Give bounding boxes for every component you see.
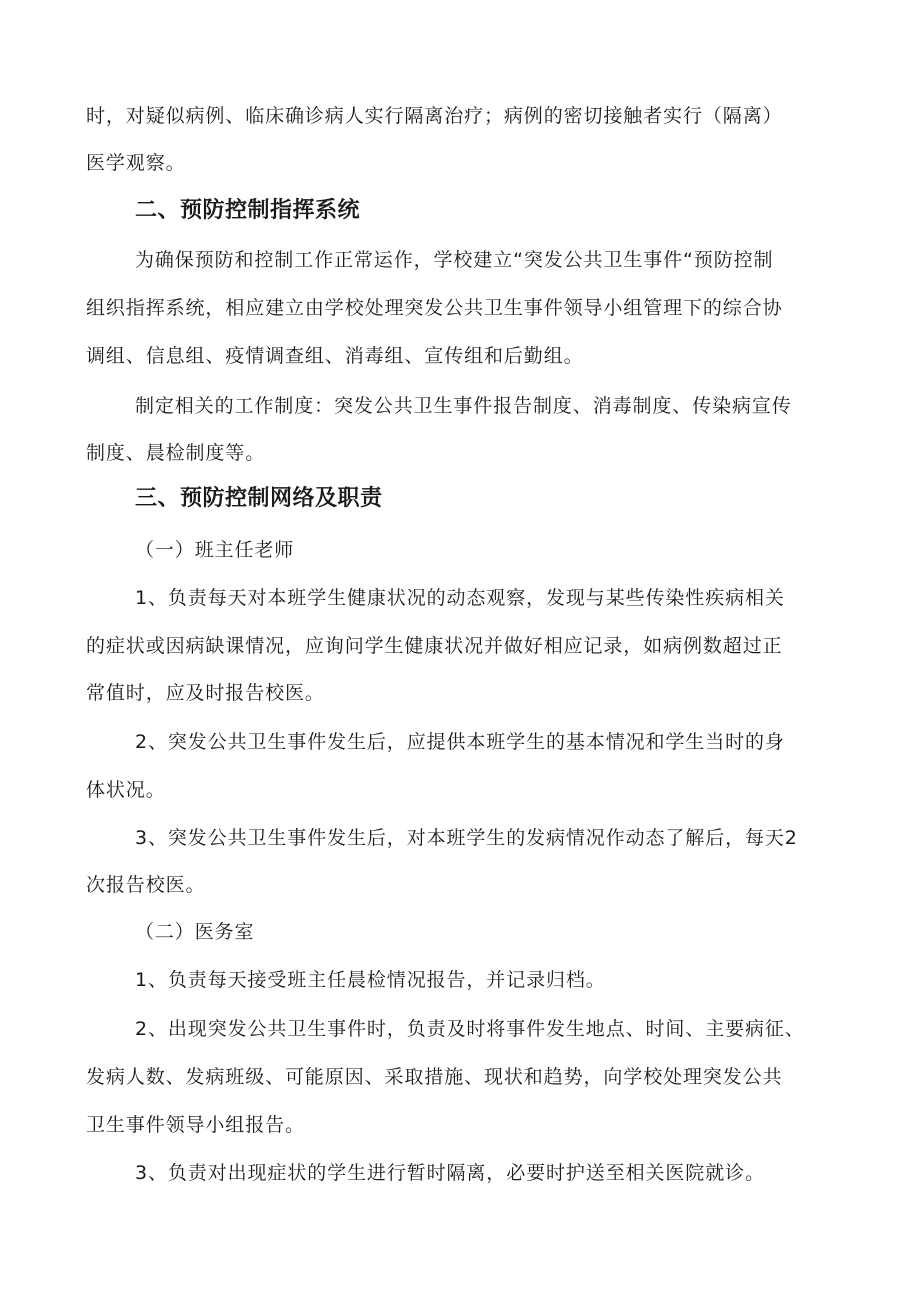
body-line: 制度、晨检制度等。 (86, 442, 266, 464)
body-line: 1、负责每天对本班学生健康状况的动态观察，发现与某些传染性疾病相关 (135, 587, 785, 609)
body-line: 3、突发公共卫生事件发生后，对本班学生的发病情况作动态了解后，每天2 (135, 827, 798, 849)
body-line: 次报告校医。 (86, 874, 206, 896)
body-line: 发病人数、发病班级、可能原因、采取措施、现状和趋势，向学校处理突发公共 (86, 1066, 783, 1088)
body-line: 调组、信息组、疫情调查组、消毒组、宣传组和后勤组。 (86, 345, 584, 367)
body-line: 卫生事件领导小组报告。 (86, 1114, 305, 1136)
body-line: 3、负责对出现症状的学生进行暂时隔离，必要时护送至相关医院就诊。 (135, 1162, 765, 1184)
body-line: 常值时，应及时报告校医。 (86, 682, 325, 704)
subsection-heading: （一）班主任老师 (135, 539, 295, 561)
body-line: 为确保预防和控制工作正常运作，学校建立“突发公共卫生事件“预防控制 (135, 249, 774, 271)
section-heading: 二、预防控制指挥系统 (135, 198, 361, 223)
body-line: 制定相关的工作制度：突发公共卫生事件报告制度、消毒制度、传染病宣传 (135, 395, 792, 417)
body-line: 时，对疑似病例、临床确诊病人实行隔离治疗；病例的密切接触者实行（隔离） (86, 105, 783, 127)
body-line: 医学观察。 (86, 152, 186, 174)
body-line: 的症状或因病缺课情况，应询问学生健康状况并做好相应记录，如病例数超过正 (86, 635, 783, 657)
body-line: 1、负责每天接受班主任晨检情况报告，并记录归档。 (135, 969, 606, 991)
body-line: 体状况。 (86, 779, 166, 801)
subsection-heading: （二）医务室 (135, 921, 255, 943)
body-line: 2、出现突发公共卫生事件时，负责及时将事件发生地点、时间、主要病征、 (135, 1018, 805, 1040)
body-line: 组织指挥系统，相应建立由学校处理突发公共卫生事件领导小组管理下的综合协 (86, 297, 783, 319)
section-heading: 三、预防控制网络及职责 (135, 486, 383, 511)
body-line: 2、突发公共卫生事件发生后，应提供本班学生的基本情况和学生当时的身 (135, 731, 785, 753)
